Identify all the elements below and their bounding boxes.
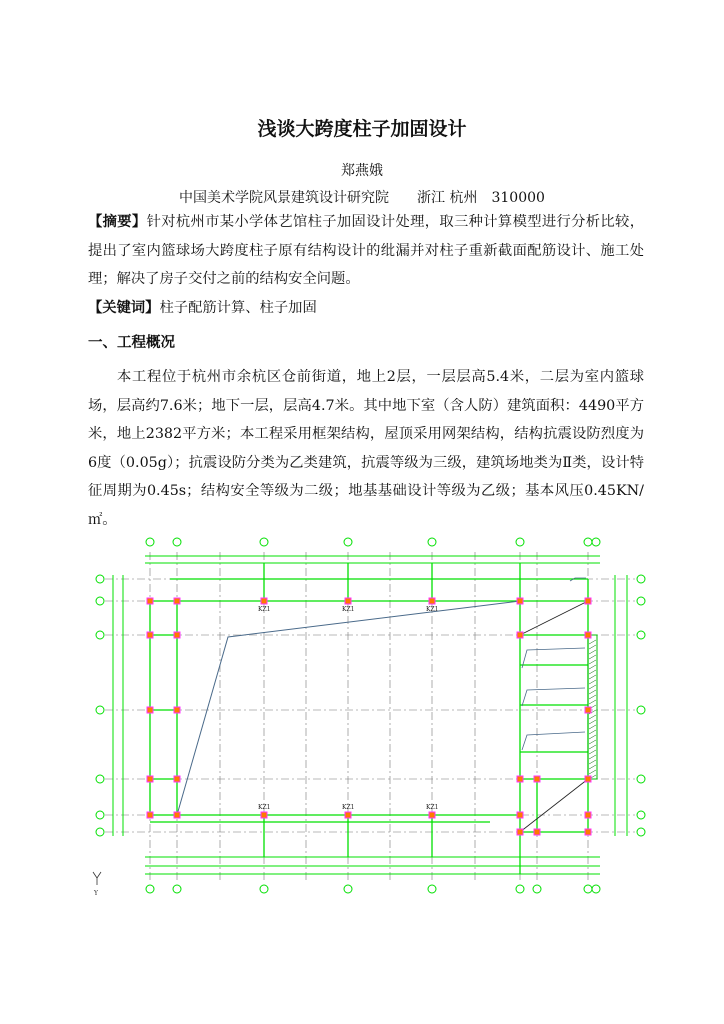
axis-bubble-top: [584, 538, 592, 546]
column-marker: [534, 829, 540, 835]
axis-bubble-top: [173, 538, 181, 546]
hatch-stroke: [589, 725, 596, 729]
hatch-stroke: [589, 680, 596, 684]
column-marker: [345, 812, 351, 818]
structural-plan-drawing: [90, 532, 660, 902]
axis-bubble-left: [96, 575, 104, 583]
hatch-stroke: [589, 755, 596, 759]
abstract-text: 针对杭州市某小学体艺馆柱子加固设计处理，取三种计算模型进行分析比较，提出了室内篮球场大跨度柱子原有结构设计的纰漏并对柱子重新截面配筋设计、施工处理；解决了房子交付之前的结构安全问题。: [88, 214, 644, 288]
hatch-stroke: [589, 715, 596, 719]
column-marker: [517, 829, 523, 835]
hatch-stroke: [589, 655, 596, 659]
hatch-stroke: [589, 750, 596, 754]
hatch-stroke: [589, 695, 596, 699]
hatch-stroke: [589, 720, 596, 724]
hatch-stroke: [589, 660, 596, 664]
column-marker: [147, 598, 153, 604]
axis-bubble-right: [637, 631, 645, 639]
columns: [147, 598, 591, 835]
axis-bubble-bottom: [584, 885, 592, 893]
affiliation: 中国美术学院风景建筑设计研究院 浙江 杭州 310000: [179, 190, 545, 206]
axis-bubble-right: [637, 828, 645, 836]
hatch-stroke: [589, 745, 596, 749]
axis-bubble-left: [96, 706, 104, 714]
keywords: [88, 294, 644, 323]
column-marker: [585, 776, 591, 782]
column-marker: [174, 812, 180, 818]
column-marker: [517, 632, 523, 638]
column-label-kz1: KZ1: [258, 606, 271, 613]
axis-symbol-label: Y: [94, 890, 98, 897]
hatch-stroke: [589, 640, 596, 644]
column-marker: [429, 812, 435, 818]
hatch-stroke: [589, 675, 596, 679]
column-marker: [517, 776, 523, 782]
hatch-stroke: [589, 770, 596, 774]
keywords-label: 【关键词】: [88, 300, 160, 316]
abstract: [88, 208, 644, 294]
hatch-stroke: [589, 650, 596, 654]
axis-bubble-bottom: [344, 885, 352, 893]
axis-bubble-right: [637, 597, 645, 605]
slab-boundary-line: [177, 601, 520, 815]
axis-bubble-bottom: [592, 885, 600, 893]
axis-bubble-bottom: [533, 885, 541, 893]
hatch-stroke: [589, 730, 596, 734]
axis-bubble-top: [428, 538, 436, 546]
author: 郑燕娥: [341, 163, 383, 179]
column-marker: [174, 776, 180, 782]
section-body: 本工程位于杭州市余杭区仓前街道，地上2层，一层层高5.4米，二层为室内篮球场，层高约7.6米；地下一层，层高4.7米。其中地下室（含人防）建筑面积：4490平方米，地上2382平方米；本工程采用框架结构，屋顶采用网架结构，结构抗震设防烈度为6度（0.05g）；抗震设防分类为乙类建筑，抗震等级为三级，建筑场地类为Ⅱ类，设计特征周期为0.45s；结构安全等级为二级；地基基础设计等级为乙级；基本风压0.45KN/㎡。: [88, 369, 644, 528]
diagonal-dimension: [520, 779, 588, 832]
axis-bubble-bottom: [146, 885, 154, 893]
axis-bubble-right: [637, 811, 645, 819]
column-marker: [174, 632, 180, 638]
axis-bubble-bottom: [516, 885, 524, 893]
axis-bubble-left: [96, 775, 104, 783]
hatch-stroke: [589, 690, 596, 694]
beams: [150, 563, 588, 874]
hatch-stroke: [589, 670, 596, 674]
axis-bubble-right: [637, 575, 645, 583]
column-marker: [147, 707, 153, 713]
column-marker: [517, 812, 523, 818]
column-label-kz1: KZ1: [342, 606, 355, 613]
axis-bubble-bottom: [428, 885, 436, 893]
stair-line: [522, 688, 585, 706]
column-marker: [534, 776, 540, 782]
column-marker: [174, 598, 180, 604]
axis-bubble-bottom: [260, 885, 268, 893]
column-label-kz1: KZ1: [342, 804, 355, 811]
axis-symbol: [93, 872, 101, 897]
stair-line: [522, 732, 585, 750]
column-label-kz1: KZ1: [258, 804, 271, 811]
hatch-stroke: [589, 735, 596, 739]
axis-bubble-top: [146, 538, 154, 546]
axis-bubble-top: [516, 538, 524, 546]
column-marker: [585, 598, 591, 604]
axis-bubble-right: [637, 706, 645, 714]
axis-bubble-top: [344, 538, 352, 546]
page-title: 浅谈大跨度柱子加固设计: [257, 118, 467, 140]
column-marker: [261, 598, 267, 604]
column-marker: [174, 707, 180, 713]
column-label-kz1: KZ1: [426, 804, 439, 811]
column-marker: [147, 812, 153, 818]
hatch-stroke: [589, 740, 596, 744]
diagonal-dimension: [520, 601, 588, 635]
hatch-stroke: [589, 765, 596, 769]
axis-bubble-top: [260, 538, 268, 546]
axis-bubbles: [96, 538, 645, 893]
axis-bubble-bottom: [173, 885, 181, 893]
axis-bubble-left: [96, 811, 104, 819]
hatch-stroke: [589, 665, 596, 669]
column-marker: [585, 829, 591, 835]
hatch-stroke: [589, 685, 596, 689]
axis-bubble-top: [592, 538, 600, 546]
column-marker: [429, 598, 435, 604]
column-marker: [585, 812, 591, 818]
column-marker: [517, 598, 523, 604]
axis-bubble-right: [637, 775, 645, 783]
column-marker: [261, 812, 267, 818]
axis-bubble-left: [96, 631, 104, 639]
column-marker: [345, 598, 351, 604]
column-marker: [147, 632, 153, 638]
section-heading: 一、工程概况: [88, 335, 175, 351]
hatch-stroke: [589, 700, 596, 704]
hatch-stroke: [589, 760, 596, 764]
keywords-text: 柱子配筋计算、柱子加固: [159, 300, 317, 316]
axis-bubble-left: [96, 597, 104, 605]
column-marker: [585, 632, 591, 638]
axis-bubble-left: [96, 828, 104, 836]
column-label-kz1: KZ1: [426, 606, 439, 613]
hatch-stroke: [589, 645, 596, 649]
column-marker: [147, 776, 153, 782]
column-marker: [585, 707, 591, 713]
abstract-label: 【摘要】: [88, 214, 147, 230]
